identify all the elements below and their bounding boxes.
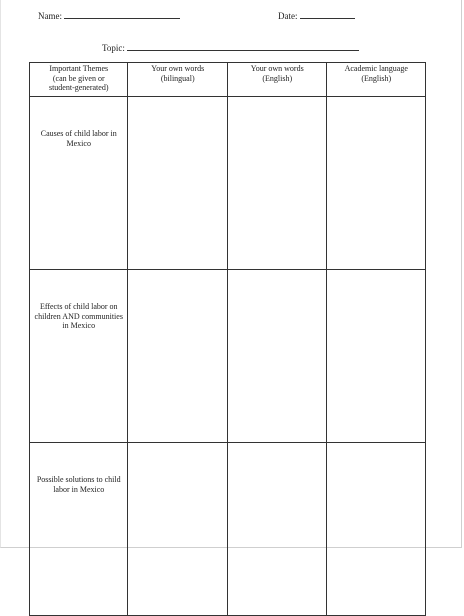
- cell-own-words-bilingual[interactable]: [128, 443, 228, 616]
- cell-own-words-bilingual[interactable]: [128, 270, 228, 443]
- cell-academic-language[interactable]: [327, 97, 426, 270]
- header-own-words-bilingual: [128, 63, 228, 97]
- theme-cell-causes: Causes of child labor in Mexico: [30, 97, 128, 270]
- header-line: (English): [262, 73, 293, 83]
- cell-academic-language[interactable]: [327, 270, 426, 443]
- header-line: student-generated): [48, 83, 109, 92]
- header-own-words-english: [227, 63, 327, 97]
- theme-cell-solutions: Possible solutions to child labor in Mexico: [30, 443, 128, 616]
- header-row: [30, 63, 426, 97]
- header-academic-language: [327, 63, 426, 97]
- name-label: Name:: [38, 11, 62, 21]
- header-line: (can be given or: [52, 73, 105, 83]
- table-row: [30, 443, 426, 616]
- header-important-themes: [30, 63, 128, 97]
- header-line: Academic language: [344, 64, 408, 73]
- cell-own-words-english[interactable]: [227, 97, 327, 270]
- header-line: Your own words: [151, 64, 205, 73]
- cell-academic-language[interactable]: [327, 443, 426, 616]
- theme-cell-effects: Effects of child labor on children AND communities in Mexico: [30, 270, 128, 443]
- table-row: [30, 270, 426, 443]
- header-line: Important Themes: [49, 64, 109, 73]
- graphic-organizer-table: [29, 62, 426, 616]
- topic-blank-line[interactable]: [127, 42, 359, 51]
- cell-own-words-bilingual[interactable]: [128, 97, 228, 270]
- table-row: [30, 97, 426, 270]
- topic-field: [102, 42, 359, 54]
- topic-label: Topic:: [102, 43, 125, 53]
- name-blank-line[interactable]: [64, 10, 180, 19]
- header-line: Your own words: [250, 64, 304, 73]
- cell-own-words-english[interactable]: [227, 443, 327, 616]
- date-label: Date:: [278, 11, 298, 21]
- date-blank-line[interactable]: [300, 10, 355, 19]
- name-field: [38, 10, 180, 22]
- cell-own-words-english[interactable]: [227, 270, 327, 443]
- date-field: [278, 10, 355, 22]
- header-line: (English): [361, 73, 392, 83]
- header-line: (bilingual): [160, 73, 195, 83]
